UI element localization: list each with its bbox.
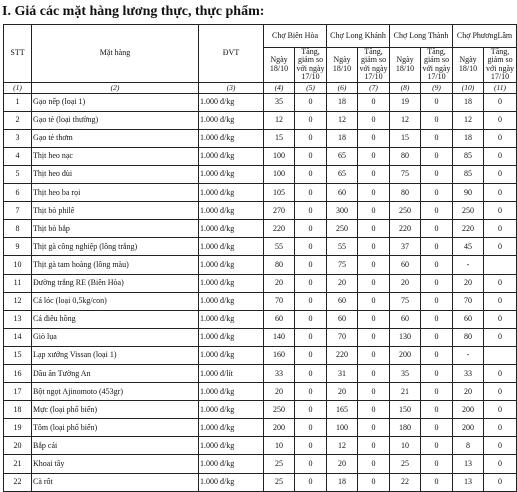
row-unit: 1.000 đ/kg: [199, 383, 264, 401]
row-stt: 22: [4, 473, 32, 491]
row-unit: 1.000 đ/kg: [199, 346, 264, 364]
row-stt: 6: [4, 184, 32, 202]
row-price: 250: [327, 220, 358, 238]
row-change: 0: [358, 401, 390, 419]
row-price: 220: [327, 346, 358, 364]
row-price: 80: [264, 256, 295, 274]
row-price: 250: [390, 202, 421, 220]
row-item-name: Bột ngọt Ajinomoto (453gr): [32, 383, 199, 401]
row-change: 0: [295, 346, 327, 364]
row-price: 20: [327, 383, 358, 401]
header-market-phuong-lam: Chợ PhươngLâm: [453, 25, 517, 48]
table-row: [4, 401, 517, 419]
row-price: 60: [390, 310, 421, 328]
row-stt: 20: [4, 437, 32, 455]
row-price: 21: [390, 383, 421, 401]
row-stt: 19: [4, 419, 32, 437]
row-price: 70: [264, 292, 295, 310]
row-change: 0: [421, 364, 453, 382]
row-stt: 1: [4, 93, 32, 111]
row-price: 220: [264, 220, 295, 238]
table-row: [4, 419, 517, 437]
row-change: 0: [484, 202, 517, 220]
row-change: 0: [484, 165, 517, 183]
col-number: (11): [484, 82, 517, 93]
row-item-name: Thịt gà công nghiệp (lông trắng): [32, 238, 199, 256]
row-price: 25: [390, 455, 421, 473]
row-price: 300: [327, 202, 358, 220]
row-item-name: Tôm (loại phổ biến): [32, 419, 199, 437]
row-stt: 16: [4, 364, 32, 382]
row-price: 20: [327, 455, 358, 473]
row-stt: 18: [4, 401, 32, 419]
row-unit: 1.000 đ/kg: [199, 93, 264, 111]
row-price: 140: [264, 328, 295, 346]
row-change: 0: [421, 256, 453, 274]
row-price: -: [453, 346, 484, 364]
row-price: 130: [390, 328, 421, 346]
row-price: 15: [264, 129, 295, 147]
row-price: 200: [264, 419, 295, 437]
row-change: 0: [484, 401, 517, 419]
row-price: 80: [390, 147, 421, 165]
row-price: 8: [453, 437, 484, 455]
row-stt: 14: [4, 328, 32, 346]
table-row: [4, 346, 517, 364]
row-price: 75: [390, 165, 421, 183]
row-change: 0: [358, 419, 390, 437]
row-change: 0: [484, 274, 517, 292]
row-stt: 11: [4, 274, 32, 292]
row-change: 0: [358, 238, 390, 256]
header-date: Ngày 18/10: [390, 48, 421, 83]
row-change: 0: [295, 419, 327, 437]
row-price: 25: [264, 473, 295, 491]
header-change: Tăng, giảm so với ngày 17/10: [296, 47, 325, 82]
row-change: 0: [484, 455, 517, 473]
row-price: 12: [264, 111, 295, 129]
row-item-name: Thịt gà tam hoàng (lông màu): [32, 256, 199, 274]
table-row: [4, 202, 517, 220]
table-row: [4, 274, 517, 292]
row-price: 12: [327, 437, 358, 455]
row-change: 0: [358, 274, 390, 292]
row-change: 0: [484, 383, 517, 401]
row-change: 0: [295, 111, 327, 129]
row-change: 0: [358, 328, 390, 346]
row-stt: 17: [4, 383, 32, 401]
header-date: Ngày 18/10: [453, 48, 484, 83]
row-stt: 21: [4, 455, 32, 473]
row-change: 0: [295, 220, 327, 238]
row-change: 0: [358, 256, 390, 274]
row-price: 100: [264, 165, 295, 183]
row-price: 165: [327, 401, 358, 419]
row-change: [484, 256, 517, 274]
row-change: 0: [421, 220, 453, 238]
row-stt: 8: [4, 220, 32, 238]
row-change: 0: [484, 419, 517, 437]
row-price: 55: [264, 238, 295, 256]
row-change: 0: [295, 274, 327, 292]
row-item-name: Đường trắng RE (Biên Hòa): [32, 274, 199, 292]
row-change: 0: [295, 383, 327, 401]
row-change: 0: [484, 93, 517, 111]
row-price: 13: [453, 473, 484, 491]
row-price: 200: [453, 401, 484, 419]
row-change: 0: [295, 310, 327, 328]
row-price: 20: [390, 274, 421, 292]
row-price: 20: [453, 274, 484, 292]
row-unit: 1.000 đ/kg: [199, 310, 264, 328]
row-price: 65: [327, 147, 358, 165]
row-change: 0: [295, 147, 327, 165]
row-price: 35: [390, 364, 421, 382]
row-price: 70: [327, 328, 358, 346]
row-change: 0: [358, 129, 390, 147]
col-number: (9): [421, 82, 453, 93]
row-price: 13: [453, 455, 484, 473]
row-unit: 1.000 đ/kg: [199, 473, 264, 491]
row-price: -: [453, 256, 484, 274]
row-change: 0: [295, 401, 327, 419]
row-price: 250: [264, 401, 295, 419]
row-price: 80: [453, 328, 484, 346]
row-change: 0: [421, 419, 453, 437]
row-change: 0: [421, 346, 453, 364]
row-item-name: Bắp cải: [32, 437, 199, 455]
row-price: 220: [453, 220, 484, 238]
table-row: [4, 256, 517, 274]
header-date: Ngày 18/10: [264, 48, 295, 83]
row-unit: 1.000 đ/kg: [199, 129, 264, 147]
header-unit: ĐVT: [199, 25, 264, 83]
row-unit: 1.000 đ/lít: [199, 364, 264, 382]
row-unit: 1.000 đ/kg: [199, 256, 264, 274]
row-change: 0: [295, 328, 327, 346]
row-price: 90: [453, 184, 484, 202]
row-change: 0: [358, 437, 390, 455]
row-change: 0: [295, 129, 327, 147]
row-change: 0: [421, 147, 453, 165]
row-price: 250: [453, 202, 484, 220]
row-change: 0: [421, 274, 453, 292]
row-price: 60: [453, 310, 484, 328]
row-price: 18: [327, 473, 358, 491]
table-row: [4, 147, 517, 165]
row-price: 33: [453, 364, 484, 382]
row-price: 75: [390, 292, 421, 310]
col-number: (6): [327, 82, 358, 93]
row-change: 0: [421, 310, 453, 328]
row-item-name: Thịt bò bắp: [32, 220, 199, 238]
row-unit: 1.000 đ/kg: [199, 455, 264, 473]
row-change: 0: [484, 473, 517, 491]
row-change: 0: [421, 238, 453, 256]
row-change: 0: [295, 292, 327, 310]
row-price: 18: [327, 93, 358, 111]
row-change: 0: [295, 437, 327, 455]
row-price: 31: [327, 364, 358, 382]
row-change: 0: [484, 184, 517, 202]
row-change: 0: [358, 165, 390, 183]
row-change: 0: [358, 364, 390, 382]
table-row: [4, 364, 517, 382]
row-change: 0: [358, 111, 390, 129]
row-item-name: Thịt heo ba rọi: [32, 184, 199, 202]
table-row: [4, 383, 517, 401]
header-date: Ngày 18/10: [327, 48, 358, 83]
row-price: 60: [327, 292, 358, 310]
row-item-name: Thịt bò philê: [32, 202, 199, 220]
table-row: [4, 165, 517, 183]
row-unit: 1.000 đ/kg: [199, 274, 264, 292]
table-row: [4, 328, 517, 346]
row-price: 25: [264, 455, 295, 473]
header-change: Tăng, giảm so với ngày 17/10: [484, 48, 517, 83]
row-item-name: Gạo tẻ thơm: [32, 129, 199, 147]
row-stt: 9: [4, 238, 32, 256]
row-unit: 1.000 đ/kg: [199, 165, 264, 183]
table-row: [4, 184, 517, 202]
row-change: 0: [484, 129, 517, 147]
row-unit: 1.000 đ/kg: [199, 220, 264, 238]
header-item: Mặt hàng: [32, 25, 199, 83]
table-body: [4, 93, 517, 491]
table-row: [4, 473, 517, 491]
row-change: 0: [421, 455, 453, 473]
row-price: 65: [327, 165, 358, 183]
row-unit: 1.000 đ/kg: [199, 202, 264, 220]
column-number-row: [4, 82, 517, 93]
row-item-name: Cá điêu hồng: [32, 310, 199, 328]
row-price: 20: [327, 274, 358, 292]
row-price: 33: [264, 364, 295, 382]
row-item-name: Thịt heo đùi: [32, 165, 199, 183]
row-change: 0: [358, 383, 390, 401]
col-number: (2): [32, 82, 199, 93]
table-row: [4, 111, 517, 129]
row-price: 22: [390, 473, 421, 491]
row-change: 0: [295, 165, 327, 183]
row-change: 0: [421, 165, 453, 183]
row-change: 0: [421, 383, 453, 401]
row-stt: 13: [4, 310, 32, 328]
row-price: 12: [327, 111, 358, 129]
table-row: [4, 238, 517, 256]
row-change: 0: [358, 292, 390, 310]
header-market-long-thanh: Chợ Long Thành: [390, 25, 453, 48]
row-price: 75: [327, 256, 358, 274]
row-change: 0: [484, 111, 517, 129]
col-number: (1): [4, 82, 32, 93]
row-change: 0: [484, 238, 517, 256]
row-price: 12: [453, 111, 484, 129]
row-price: 105: [264, 184, 295, 202]
row-change: 0: [484, 328, 517, 346]
row-change: 0: [421, 111, 453, 129]
row-change: 0: [358, 202, 390, 220]
row-price: 19: [390, 93, 421, 111]
row-price: 220: [390, 220, 421, 238]
row-change: 0: [358, 473, 390, 491]
table-row: [4, 292, 517, 310]
row-price: 55: [327, 238, 358, 256]
row-price: 20: [453, 383, 484, 401]
row-stt: 5: [4, 165, 32, 183]
row-change: 0: [421, 184, 453, 202]
row-item-name: Thịt heo nạc: [32, 147, 199, 165]
row-price: 15: [390, 129, 421, 147]
row-stt: 3: [4, 129, 32, 147]
header-stt: STT: [4, 25, 32, 83]
row-unit: 1.000 đ/kg: [199, 401, 264, 419]
row-unit: 1.000 đ/kg: [199, 292, 264, 310]
row-change: 0: [421, 93, 453, 111]
row-unit: 1.000 đ/kg: [199, 147, 264, 165]
row-unit: 1.000 đ/kg: [199, 328, 264, 346]
row-price: 60: [264, 310, 295, 328]
row-change: 0: [295, 364, 327, 382]
header-market-long-khanh: Chợ Long Khánh: [327, 25, 390, 48]
row-unit: 1.000 đ/kg: [199, 238, 264, 256]
col-number: (10): [453, 82, 484, 93]
row-unit: 1.000 đ/kg: [199, 419, 264, 437]
row-change: 0: [358, 220, 390, 238]
row-price: 10: [264, 437, 295, 455]
row-price: 60: [327, 310, 358, 328]
row-price: 200: [453, 419, 484, 437]
row-change: 0: [358, 310, 390, 328]
row-stt: 15: [4, 346, 32, 364]
header-market-bien-hoa: Chợ Biên Hòa: [264, 25, 327, 48]
header-change: Tăng, giảm so với ngày 17/10: [359, 47, 388, 82]
row-change: 0: [484, 437, 517, 455]
table-row: [4, 310, 517, 328]
row-item-name: Cà rốt: [32, 473, 199, 491]
row-change: 0: [484, 310, 517, 328]
row-change: 0: [295, 455, 327, 473]
row-unit: 1.000 đ/kg: [199, 111, 264, 129]
col-number: (8): [390, 82, 421, 93]
row-stt: 7: [4, 202, 32, 220]
row-price: 12: [390, 111, 421, 129]
row-price: 20: [264, 274, 295, 292]
row-change: 0: [421, 401, 453, 419]
table-row: [4, 93, 517, 111]
header-change: Tăng, giảm so với ngày 17/10: [422, 47, 451, 82]
table-row: [4, 455, 517, 473]
row-change: 0: [295, 473, 327, 491]
row-price: 100: [327, 419, 358, 437]
row-change: 0: [295, 256, 327, 274]
table-row: [4, 129, 517, 147]
row-price: 180: [390, 419, 421, 437]
row-stt: 2: [4, 111, 32, 129]
row-change: 0: [484, 364, 517, 382]
row-item-name: Mực (loại phổ biến): [32, 401, 199, 419]
row-change: 0: [358, 346, 390, 364]
row-change: 0: [295, 238, 327, 256]
row-change: 0: [484, 292, 517, 310]
row-price: 60: [327, 184, 358, 202]
row-price: 160: [264, 346, 295, 364]
col-number: (5): [295, 82, 327, 93]
row-change: 0: [358, 147, 390, 165]
row-stt: 4: [4, 147, 32, 165]
col-number: (3): [199, 82, 264, 93]
row-price: 200: [390, 346, 421, 364]
row-price: 270: [264, 202, 295, 220]
table-row: [4, 220, 517, 238]
table-row: [4, 437, 517, 455]
row-change: 0: [484, 220, 517, 238]
row-price: 20: [264, 383, 295, 401]
row-price: 60: [390, 256, 421, 274]
row-change: [484, 346, 517, 364]
row-change: 0: [421, 129, 453, 147]
row-price: 85: [453, 165, 484, 183]
row-item-name: Cá lóc (loại 0,5kg/con): [32, 292, 199, 310]
col-number: (7): [358, 82, 390, 93]
row-price: 150: [390, 401, 421, 419]
row-change: 0: [421, 292, 453, 310]
row-price: 100: [264, 147, 295, 165]
row-change: 0: [421, 437, 453, 455]
row-item-name: Khoai tây: [32, 455, 199, 473]
row-stt: 12: [4, 292, 32, 310]
row-price: 35: [264, 93, 295, 111]
row-unit: 1.000 đ/kg: [199, 184, 264, 202]
row-change: 0: [295, 184, 327, 202]
row-change: 0: [484, 147, 517, 165]
row-change: 0: [295, 202, 327, 220]
row-price: 37: [390, 238, 421, 256]
section-title: I. Giá các mặt hàng lương thực, thực phẩm:: [2, 4, 265, 19]
row-stt: 10: [4, 256, 32, 274]
row-item-name: Dầu ăn Tường An: [32, 364, 199, 382]
row-change: 0: [358, 184, 390, 202]
row-change: 0: [358, 455, 390, 473]
row-price: 80: [390, 184, 421, 202]
row-item-name: Gạo nếp (loại 1): [32, 93, 199, 111]
row-price: 18: [327, 129, 358, 147]
row-unit: 1.000 đ/kg: [199, 437, 264, 455]
col-number: (4): [264, 82, 295, 93]
row-price: 70: [453, 292, 484, 310]
row-price: 18: [453, 129, 484, 147]
row-change: 0: [421, 473, 453, 491]
row-item-name: Lạp xưởng Vissan (loại 1): [32, 346, 199, 364]
row-item-name: Gạo tẻ (loại thường): [32, 111, 199, 129]
row-change: 0: [421, 328, 453, 346]
row-price: 18: [453, 93, 484, 111]
row-change: 0: [295, 93, 327, 111]
row-price: 45: [453, 238, 484, 256]
row-item-name: Giò lụa: [32, 328, 199, 346]
row-change: 0: [358, 93, 390, 111]
row-price: 10: [390, 437, 421, 455]
row-price: 85: [453, 147, 484, 165]
row-change: 0: [421, 202, 453, 220]
price-table: [3, 24, 517, 492]
